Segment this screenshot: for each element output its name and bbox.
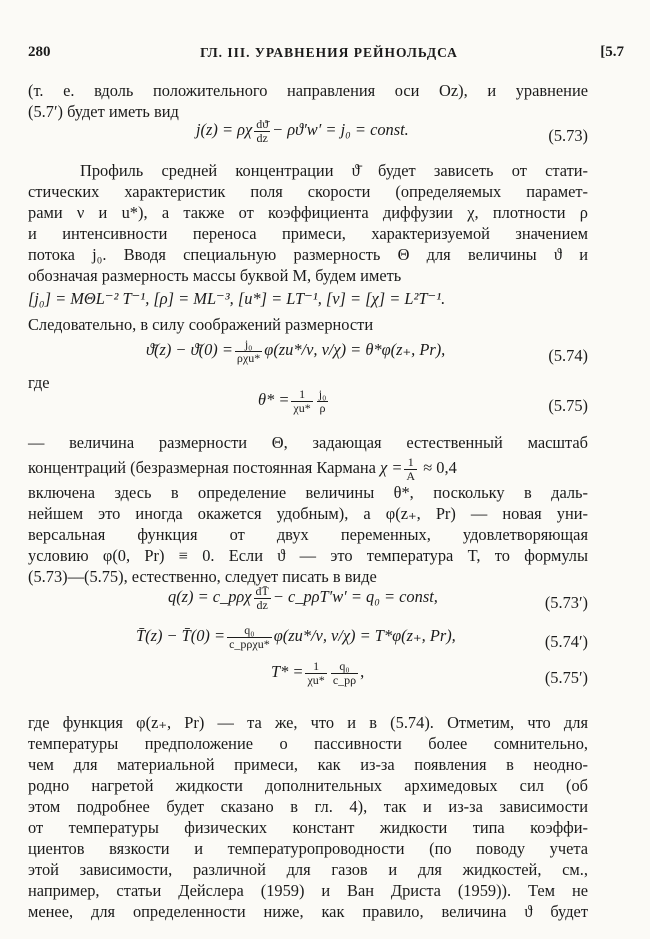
equation-5-74: [28, 338, 588, 372]
text-line: стических характеристик поля скорости (определяемых парамет-: [28, 182, 588, 201]
equation-number: (5.74′): [544, 632, 588, 651]
page-number: 280: [28, 44, 51, 60]
text-line: родно нагретой жидкости дополнительных архимедовых сил (об: [28, 776, 588, 795]
eq-frac-den: c_pρ: [332, 672, 357, 687]
eq-frac-num: 1: [305, 660, 326, 674]
eq-frac-den: ρχu*: [236, 350, 261, 365]
text-line: температуры предположение о пассивности более сомнительно,: [28, 734, 588, 753]
text-line: Профиль средней концентрации ϑ̄ будет зависеть от стати-: [80, 161, 588, 180]
text-line: менее, для определенности ниже, как правило, величина ϑ будет: [28, 902, 588, 921]
eq-frac-den: χu*: [307, 672, 325, 687]
eq-lhs: T* =: [271, 661, 304, 681]
text-line: чем для материальной примеси, как из-за появления в неодно-: [28, 755, 588, 774]
eq-frac-den: dz: [256, 597, 268, 612]
equation-number: (5.74): [548, 346, 588, 365]
text-line: например, статьи Дейслера (1959) и Ван Дриста (1959)). Тем не: [28, 881, 588, 900]
eq-frac-den: ρ: [319, 400, 326, 415]
text-line: Следовательно, в силу соображений размерности: [28, 315, 374, 334]
eq-lhs: T̄(z) − T̄(0) =: [136, 625, 226, 645]
equation-5-75: [28, 388, 588, 422]
text-line: потока j₀. Вводя специальную размерность Θ для величины ϑ и: [28, 245, 588, 264]
equation-number: (5.75′): [544, 668, 588, 687]
chapter-title: ГЛ. III. УРАВНЕНИЯ РЕЙНОЛЬДСА: [200, 45, 458, 60]
equation-5-74-prime: [28, 624, 588, 658]
eq-frac-den: c_pρχu*: [229, 636, 270, 651]
eq-lhs: q(z) = c_pρχ: [168, 586, 252, 606]
text-line: циентов вязкости и температуропроводности (по поводу учета: [28, 839, 588, 858]
eq-frac-num: 1: [291, 388, 312, 402]
eq-frac-num: q₀: [227, 624, 272, 638]
text-line: (т. е. вдоль положительного направления оси Oz), и уравнение: [28, 81, 588, 100]
equation-number: (5.73′): [544, 593, 588, 612]
eq-frac-den: dz: [256, 130, 268, 145]
eq-frac-num: q₀: [331, 660, 358, 674]
eq-frac-den: A: [406, 468, 416, 483]
eq-frac-num: dϑ̄: [256, 117, 269, 131]
eq-rest: − ρϑ′w′ = j₀ = const.: [272, 119, 409, 139]
text-line: этом подробнее будет сказано в гл. 4), так и из-за зависимости: [28, 797, 588, 816]
eq-frac-num: dT̄: [255, 584, 269, 598]
text-line: условию φ(0, Pr) ≡ 0. Если ϑ — это температура T, то формулы: [28, 546, 588, 565]
text-line: от температуры физических констант жидкости типа коэффи-: [28, 818, 588, 837]
eq-rest: φ(zu*/ν, ν/χ) = θ*φ(z₊, Pr),: [264, 339, 446, 359]
text-fragment: концентраций (безразмерная постоянная Кармана: [28, 457, 376, 477]
equation-5-73-prime: [28, 585, 588, 619]
eq-frac-num: j₀: [318, 387, 327, 401]
text-line-with-karman-constant: [28, 456, 588, 482]
running-header: [28, 44, 630, 68]
section-number: [5.7: [600, 44, 624, 60]
text-line: и интенсивности переноса примеси, характеризуемой значением: [28, 224, 588, 243]
eq-rest: − c_pρT′w′ = q₀ = const,: [272, 586, 438, 606]
equation-5-75-prime: [28, 660, 588, 694]
text-line: (5.73)—(5.75), естественно, следует писать в виде: [28, 567, 377, 586]
karman-value: ≈ 0,4: [423, 457, 457, 477]
text-line: включена здесь в определение величины θ*, поскольку в даль-: [28, 483, 588, 502]
eq-lhs: θ* =: [258, 389, 290, 409]
text-line: этой зависимости, различной для газов и для жидкостей, см.,: [28, 860, 588, 879]
equation-number: (5.73): [548, 126, 588, 145]
eq-lhs: j(z) = ρχ: [196, 119, 253, 139]
text-line: версальная функция от двух переменных, удовлетворяющая: [28, 525, 588, 544]
text-line: нейшем это иногда окажется удобным), а φ(z₊, Pr) — новая уни-: [28, 504, 588, 523]
eq-lhs: ϑ̄(z) − ϑ̄(0) =: [146, 339, 233, 359]
eq-frac-num: 1: [404, 456, 417, 470]
karman-lhs: χ =: [380, 457, 403, 477]
eq-rest: φ(zu*/ν, ν/χ) = T*φ(z₊, Pr),: [273, 625, 456, 645]
equation-number: (5.75): [548, 396, 588, 415]
eq-frac-den: χu*: [293, 400, 311, 415]
equation-5-73: [28, 118, 588, 152]
text-line: рами ν и u*), а также от коэффициента диффузии χ, плотности ρ: [28, 203, 588, 222]
eq-rest: ,: [360, 661, 365, 681]
eq-frac-num: j₀: [235, 338, 262, 352]
text-line: где функция φ(z₊, Pr) — та же, что и в (5.74). Отметим, что для: [28, 713, 588, 732]
text-line: где: [28, 373, 50, 392]
text-line: (5.7′) будет иметь вид: [28, 102, 179, 121]
text-line: — величина размерности Θ, задающая естественный масштаб: [28, 433, 588, 452]
dimension-relations: [j₀] = MΘL⁻² T⁻¹, [ρ] = ML⁻³, [u*] = LT⁻¹, [ν] = [χ] = L²T⁻¹.: [28, 289, 446, 308]
text-line: обозначая размерность массы буквой M, будем иметь: [28, 266, 402, 285]
